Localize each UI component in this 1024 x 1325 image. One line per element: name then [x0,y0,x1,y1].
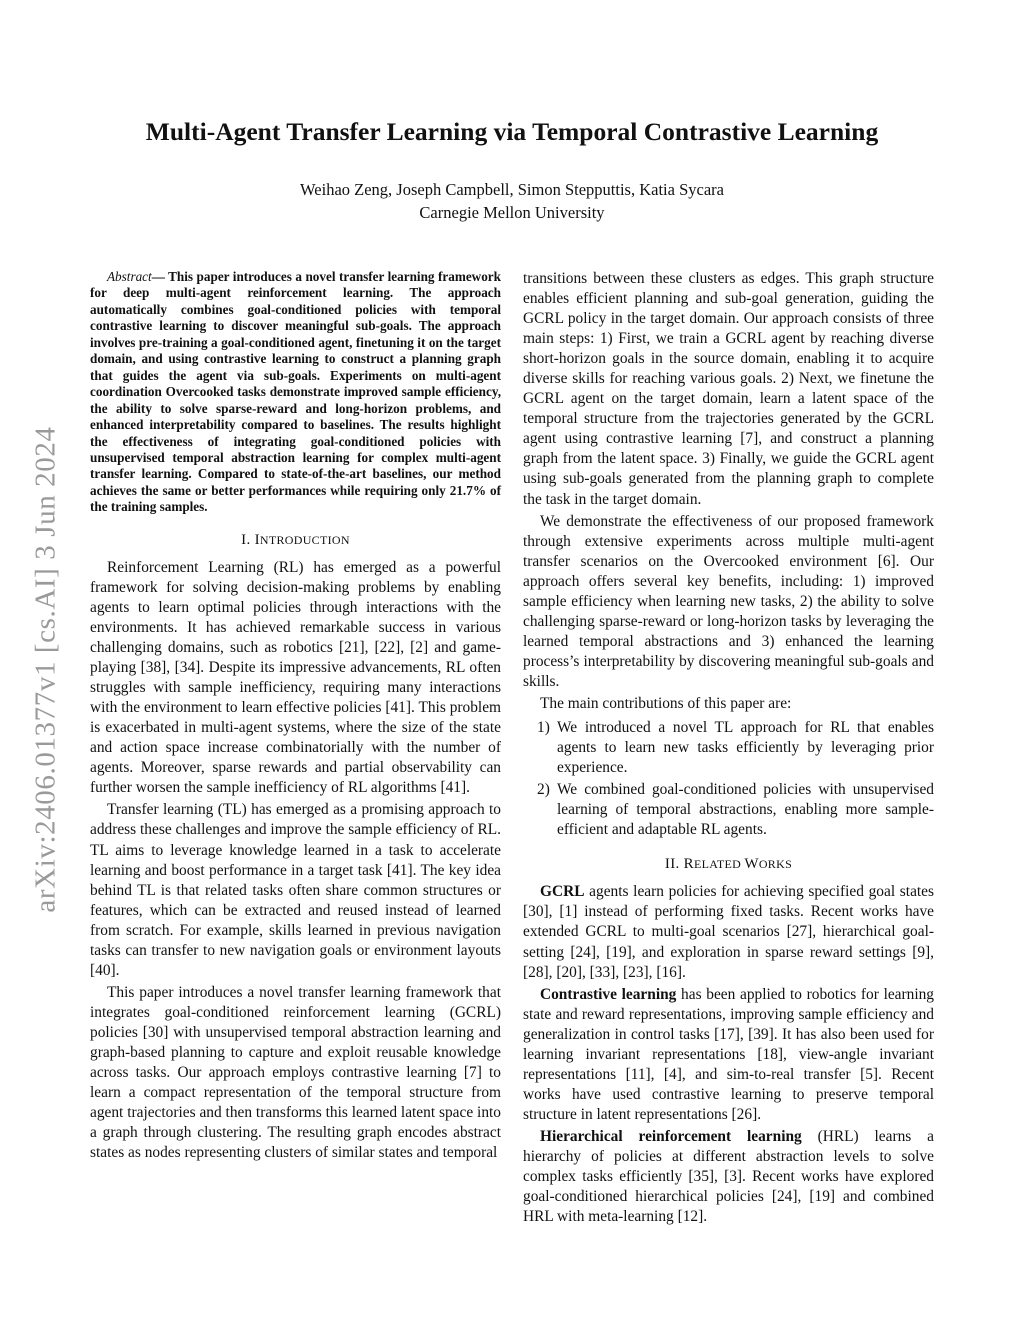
paragraph-text: has been applied to robotics for learning state and reward representations, improving sample efficiency and generalization in control tasks [17], [39]. It has also been used for learning invariant representations [18], view-angle invariant representations [11], [4], and sim-to-real transfer [5]. Recent works have used contrastive learning to preserve temporal structure in latent representations [26]. [523,985,934,1123]
intro-paragraph-4: We demonstrate the effectiveness of our proposed framework through extensive experiments across multiple multi-agent transfer scenarios on the Overcooked environment [6]. Our approach offers several key benefits, including: 1) improved sample efficiency when learning new tasks, 2) the ability to solve challenging sparse-reward or long-horizon tasks by leveraging the learned temporal abstractions and 3) enhanced the learning process’s interpretability by discovering meaningful sub-goals and skills. [523,512,934,690]
section-title-rest-2: ORKS [758,857,793,872]
abstract-text: This paper introduces a novel transfer learning framework for deep multi-agent reinforcement learning. The approach automatically combines goal-conditioned policies with temporal contrastive learning to discover meaningful sub-goals. The approach involves pre-training a goal-conditioned agent, finetuning it on the target domain, and using contrastive learning to construct a planning graph that guides the agent via sub-goals. Experiments on multi-agent coordination Overcooked tasks demonstrate improved sample efficiency, the ability to solve sparse-reward and long-horizon problems, and enhanced interpretability compared to baselines. The results highlight the effectiveness of integrating goal-conditioned policies with unsupervised temporal abstraction learning for complex multi-agent transfer learning. Compared to state-of-the-art baselines, our method achieves the same or better performances while requiring only 21.7% of the training samples. [90,269,501,515]
related-paragraph-contrastive [523,985,934,1125]
related-paragraph-gcrl [523,882,934,982]
intro-paragraph-3: This paper introduces a novel transfer learning framework that integrates goal-conditioned reinforcement learning (GCRL) policies [30] with unsupervised temporal abstraction learning and graph-based planning to capture and exploit reusable knowledge across tasks. Our approach employs contrastive learning [7] to learn a compact representation of the temporal structure from agent trajectories and then transforms this learned latent space into a graph through clustering. The resulting graph encodes abstract states as nodes representing clusters of similar states and temporal [90,983,501,1162]
section-title-initial: I [254,531,260,548]
section-title-rest: ELATED [693,857,745,872]
list-item-number: 1) [537,719,550,737]
affiliation: Carnegie Mellon University [419,203,605,222]
list-item [523,718,934,778]
intro-continuation: transitions between these clusters as edges. This graph structure enables efficient planning and sub-goal generation, guiding the GCRL policy in the target domain. Our approach consists of three main steps: 1) First, we train a GCRL agent by reaching diverse short-horizon goals in the source domain, enabling it to acquire diverse skills for reaching various goals. 2) Next, we finetune the GCRL agent on the target domain, learn a latent space of the temporal structure from the trajectories generated by the GCRL agent using contrastive learning [7], and construct a planning graph from the latent space. 3) Finally, we guide the GCRL agent using sub-goals generated from the planning graph to complete the task in the target domain. [523,270,934,508]
arxiv-identifier-sidebar [18,378,74,960]
list-item-text: We introduced a novel TL approach for RL that enables agents to learn new tasks efficiently by leveraging prior experience. [557,719,934,777]
section-title-initial: R [683,856,694,873]
abstract-label: Abstract [107,269,152,284]
list-item [523,780,934,840]
list-item-text: We combined goal-conditioned policies with unsupervised learning of temporal abstractions, enabling more sample-efficient and adaptable RL agents. [557,781,934,839]
intro-paragraph-1: Reinforcement Learning (RL) has emerged as a powerful framework for solving decision-making problems by enabling agents to learn optimal policies through interactions with the environments. It has achieved remarkable success in various challenging domains, such as robotics [21], [22], [2] and game-playing [38], [34]. Despite its impressive advancements, RL often struggles with sample inefficiency, requiring many interactions with the environment to learn effective policies [41]. This problem is exacerbated in multi-agent systems, where the size of the state and action space increase combinatorially with the number of agents. Moreover, sparse rewards and partial observability can further worsen the sample inefficiency of RL algorithms [41]. [90,558,501,797]
abstract [90,269,501,516]
related-paragraph-hrl [523,1127,934,1227]
abstract-dash: — [151,269,169,284]
section-numeral: II. [664,856,684,873]
paper-title: Multi-Agent Transfer Learning via Temporal Contrastive Learning [145,117,879,146]
paragraph-lead: Contrastive learning [540,985,677,1003]
contributions-list [523,718,934,840]
section-title-rest: NTRODUCTION [259,532,350,547]
right-column [523,269,934,1229]
section-numeral: I. [241,531,255,548]
paragraph-lead: Hierarchical reinforcement learning [540,1127,802,1145]
left-column [90,269,501,1165]
section-heading-related-works [523,854,934,874]
paragraph-text: agents learn policies for achieving specified goal states [30], [1] instead of performing fixed tasks. Recent works have extended GCRL to multi-goal scenarios [27], hierarchical goal-setting [24], [19], and exploration in sparse reward settings [9], [28], [20], [33], [23], [16]. [523,883,934,981]
contributions-intro: The main contributions of this paper are: [540,694,792,712]
intro-paragraph-2: Transfer learning (TL) has emerged as a promising approach to address these challenges and improve the sample efficiency of RL. TL aims to leverage knowledge learned in a task to accelerate learning and boost performance in a target task [41]. The key idea behind TL is that related tasks often share common structures or features, which can be extracted and reused instead of learned from scratch. For example, skills learned in previous navigation tasks can transfer to new navigation goals or environment layouts [40]. [90,801,501,979]
section-title-initial-2: W [744,856,759,873]
arxiv-identifier: arXiv:2406.01377v1 [cs.AI] 3 Jun 2024 [29,425,62,913]
paragraph-text: (HRL) learns a hierarchy of policies at different abstraction levels to solve complex tasks efficiently [35], [3]. Recent works have explored goal-conditioned hierarchical policies [24], [19] and combined HRL with meta-learning [12]. [523,1127,934,1226]
author-list: Weihao Zeng, Joseph Campbell, Simon Stepputtis, Katia Sycara [300,180,724,199]
paragraph-lead: GCRL [540,883,585,901]
list-item-number: 2) [537,781,550,799]
author-block [80,178,944,224]
section-heading-introduction [90,530,501,550]
